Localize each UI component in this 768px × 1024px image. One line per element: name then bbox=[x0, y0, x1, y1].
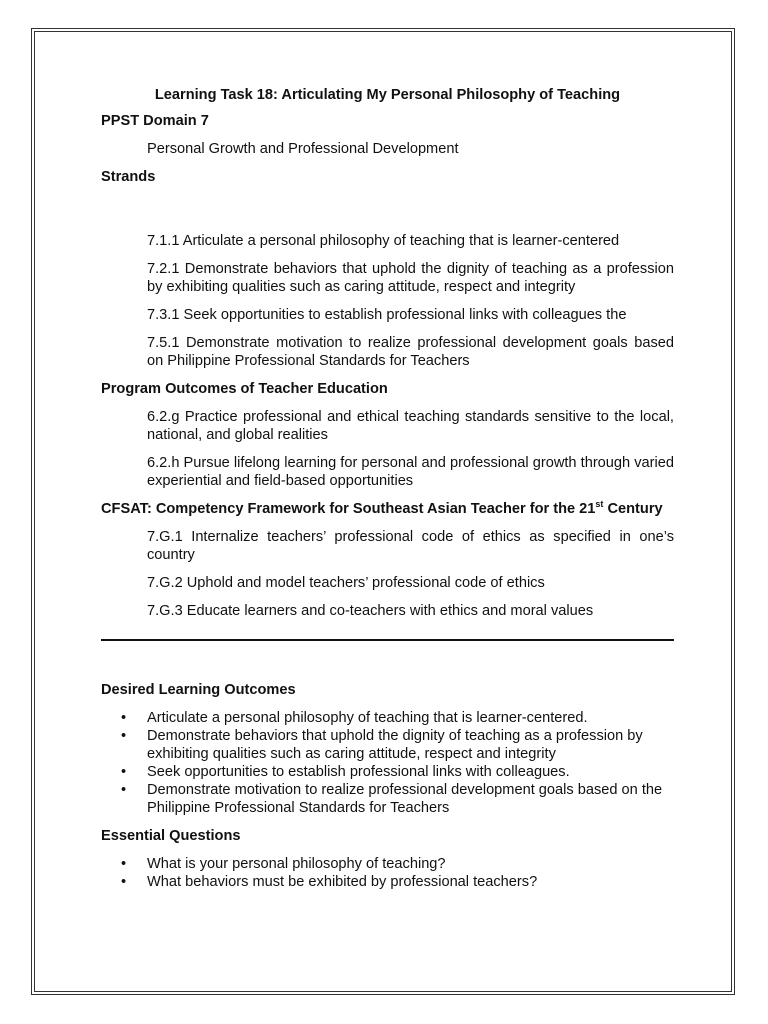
list-item-text: Demonstrate behaviors that uphold the dignity of teaching as a profession by exhibiting qualities such as caring attitude, respect and integrity bbox=[147, 728, 643, 762]
spacer bbox=[101, 196, 674, 232]
section-divider bbox=[101, 639, 674, 641]
cfsat-heading-tail: Century bbox=[607, 501, 663, 517]
list-item bbox=[101, 763, 674, 781]
cfsat-item: 7.G.2 Uphold and model teachers’ professional code of ethics bbox=[147, 575, 545, 591]
list-item-text: Seek opportunities to establish professional links with colleagues. bbox=[147, 764, 570, 780]
document-body bbox=[101, 86, 674, 901]
bullet-icon: • bbox=[121, 874, 127, 890]
list-item-text: Articulate a personal philosophy of teaching that is learner-centered. bbox=[147, 710, 588, 726]
desired-outcomes-list bbox=[101, 709, 674, 817]
cfsat-heading-main: CFSAT: Competency Framework for Southeast Asian Teacher for the 21 bbox=[101, 501, 596, 517]
essential-questions-heading: Essential Questions bbox=[101, 828, 241, 844]
bullet-icon: • bbox=[121, 764, 127, 780]
strand-item: 7.3.1 Seek opportunities to establish professional links with colleagues the bbox=[147, 307, 627, 323]
program-outcomes-heading: Program Outcomes of Teacher Education bbox=[101, 381, 388, 397]
document-title: Learning Task 18: Articulating My Personal Philosophy of Teaching bbox=[154, 87, 621, 103]
list-item-text: What is your personal philosophy of teaching? bbox=[147, 856, 446, 872]
list-item bbox=[101, 727, 674, 763]
list-item bbox=[101, 855, 674, 873]
ppst-text: Personal Growth and Professional Development bbox=[147, 141, 459, 157]
bullet-icon: • bbox=[121, 856, 127, 872]
bullet-icon: • bbox=[121, 710, 127, 726]
program-outcome-item: 6.2.h Pursue lifelong learning for personal and professional growth through varied experiential and field-based opportunities bbox=[147, 455, 674, 489]
list-item bbox=[101, 781, 674, 817]
strand-item: 7.2.1 Demonstrate behaviors that uphold the dignity of teaching as a profession by exhibiting qualities such as caring attitude, respect and integrity bbox=[147, 261, 674, 295]
essential-questions-list bbox=[101, 855, 674, 891]
list-item-text: What behaviors must be exhibited by professional teachers? bbox=[147, 874, 538, 890]
desired-outcomes-heading: Desired Learning Outcomes bbox=[101, 682, 296, 698]
bullet-icon: • bbox=[121, 728, 127, 744]
program-outcome-item: 6.2.g Practice professional and ethical teaching standards sensitive to the local, national, and global realities bbox=[147, 409, 674, 443]
list-item bbox=[101, 873, 674, 891]
ppst-heading: PPST Domain 7 bbox=[101, 113, 209, 129]
strand-item: 7.5.1 Demonstrate motivation to realize professional development goals based on Philippine Professional Standards for Teachers bbox=[147, 335, 674, 369]
cfsat-item: 7.G.1 Internalize teachers’ professional code of ethics as specified in one’s country bbox=[147, 529, 674, 563]
cfsat-item: 7.G.3 Educate learners and co-teachers with ethics and moral values bbox=[147, 603, 594, 619]
strands-heading: Strands bbox=[101, 169, 156, 185]
list-item bbox=[101, 709, 674, 727]
cfsat-heading bbox=[101, 500, 674, 518]
list-item-text: Demonstrate motivation to realize professional development goals based on the Philippine Professional Standards for Teachers bbox=[147, 782, 663, 816]
cfsat-heading-superscript: st bbox=[595, 499, 604, 510]
bullet-icon: • bbox=[121, 782, 127, 798]
strand-item: 7.1.1 Articulate a personal philosophy of teaching that is learner-centered bbox=[147, 233, 620, 249]
